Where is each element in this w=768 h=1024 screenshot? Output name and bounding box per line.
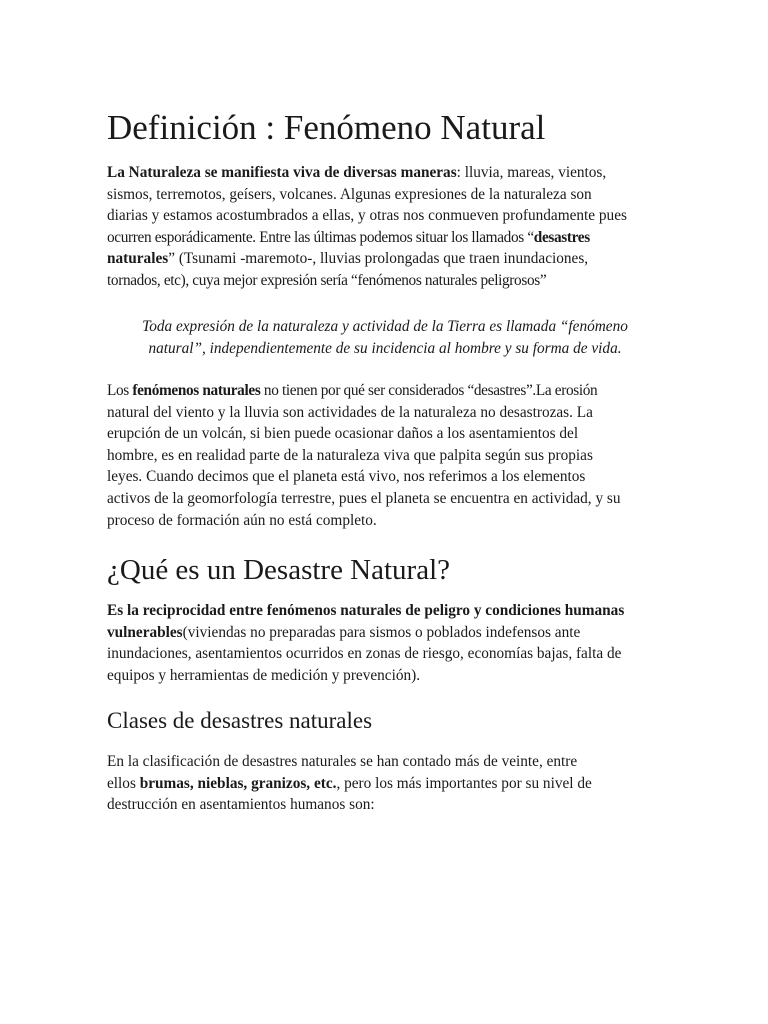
disaster-classes-paragraph: En la clasificación de desastres naturales se han contado más de veinte, entre ellos brumas, nieblas, granizos, etc., pero los más importantes por su nivel de destrucción en asentamientos humanos son: <box>107 753 592 814</box>
section-heading-natural-disaster: ¿Qué es un Desastre Natural? <box>107 554 451 586</box>
section-heading-disaster-classes: Clases de desastres naturales <box>107 708 373 733</box>
definition-quote: Toda expresión de la naturaleza y actividad de la Tierra es llamada “fenómeno natural”, independientemente de su incidencia al hombre y su forma de vida. <box>142 318 628 357</box>
natural-disaster-paragraph: Es la reciprocidad entre fenómenos naturales de peligro y condiciones humanas vulnerables(viviendas no preparadas para sismos o poblados indefensos ante inundaciones, asentamientos ocurridos en zonas de riesgo, economías bajas, falta de equipos y herramientas de medición y prevención). <box>107 602 625 684</box>
page-title: Definición : Fenómeno Natural <box>107 108 546 147</box>
intro-bold-lead: La Naturaleza se manifiesta viva de diversas maneras <box>107 164 457 181</box>
natural-phenomena-paragraph: Los fenómenos naturales no tienen por qué ser considerados “desastres”.La erosión natural del viento y la lluvia son actividades de la naturaleza no desastrozas. La erupción de un volcán, si bien puede ocasionar daños a los asentamientos del hombre, es en realidad parte de la naturaleza viva que palpita según sus propias leyes. Cuando decimos que el planeta está vivo, nos referimos a los elementos activos de la geomorfología terrestre, pues el planeta se encuentra en actividad, y su proceso de formación aún no está completo. <box>107 382 621 529</box>
intro-paragraph: La Naturaleza se manifiesta viva de diversas maneras: lluvia, mareas, vientos, sismos, terremotos, geísers, volcanes. Algunas expresiones de la naturaleza son diarias y estamos acostumbrados a ellas, y otras nos conmueven profundamente pues ocurren esporádicamente. Entre las últimas podemos situar los llamados “desastres naturales” (Tsunami -maremoto-, lluvias prolongadas que traen inundaciones, tornados, etc), cuya mejor expresión sería “fenómenos naturales peligrosos” <box>107 164 627 289</box>
